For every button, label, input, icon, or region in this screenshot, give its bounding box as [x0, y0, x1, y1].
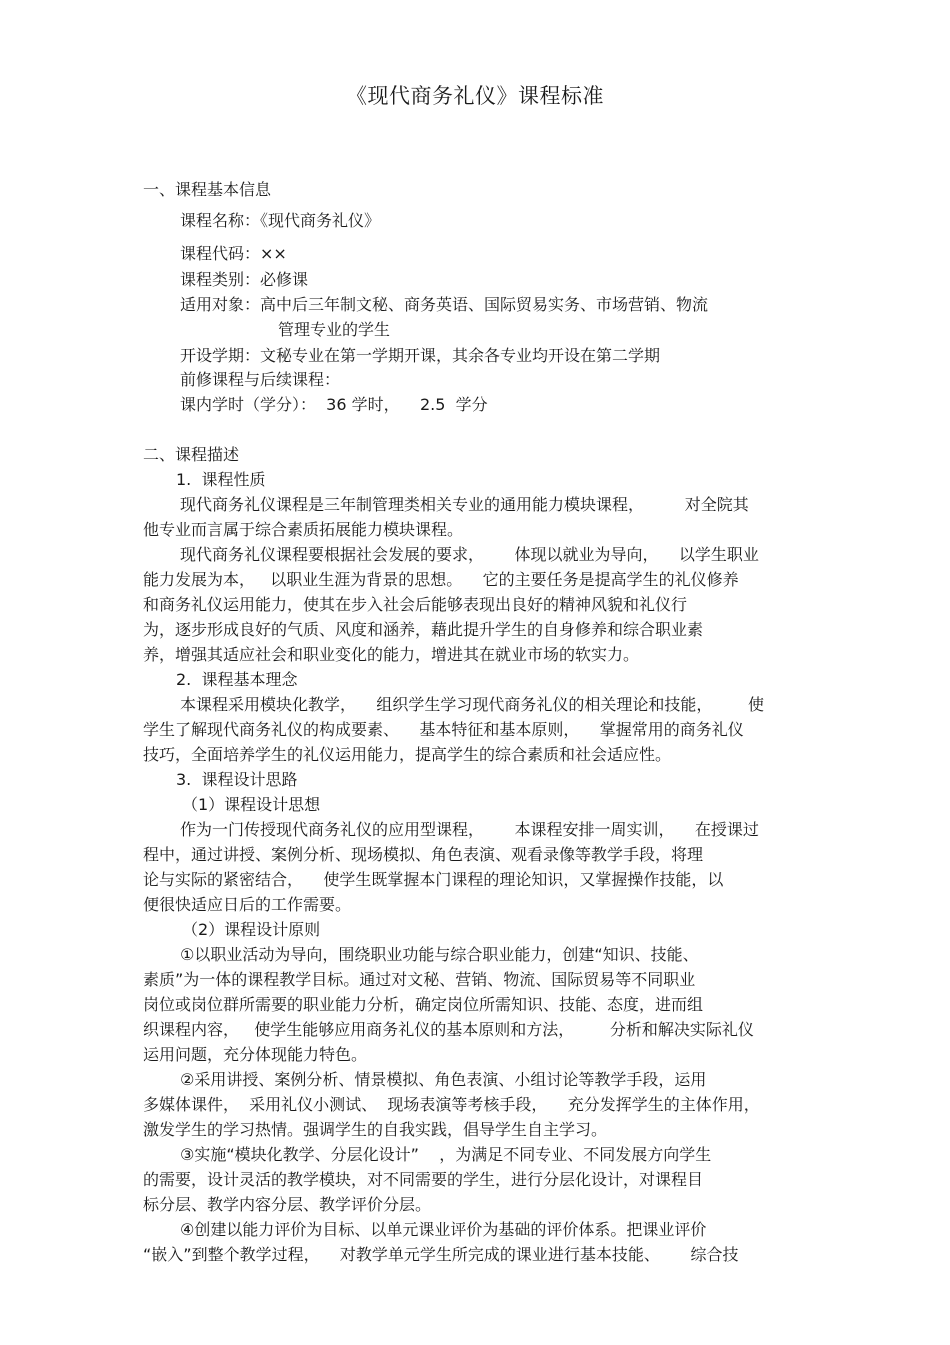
- course-code: 课程代码：××: [180, 244, 287, 263]
- paragraph-line: 现代商务礼仪课程要根据社会发展的要求， 体现以就业为导向， 以学生职业: [180, 545, 759, 564]
- paragraph-line: 作为一门传授现代商务礼仪的应用型课程， 本课程安排一周实训， 在授课过: [180, 820, 759, 839]
- paragraph-line: 和商务礼仪运用能力，使其在步入社会后能够表现出良好的精神风貌和礼仪行: [143, 595, 688, 614]
- paragraph-line: ①以职业活动为导向，围绕职业功能与综合职业能力，创建“知识、技能、: [180, 945, 699, 964]
- paragraph-line: 养，增强其适应社会和职业变化的能力，增进其在就业市场的软实力。: [143, 645, 640, 664]
- paragraph-line: ②采用讲授、案例分析、情景模拟、角色表演、小组讨论等教学手段，运用: [180, 1070, 707, 1089]
- paragraph-line: 为，逐步形成良好的气质、风度和涵养，藉此提升学生的自身修养和综合职业素: [143, 620, 704, 639]
- paragraph-line: 运用问题，充分体现能力特色。: [143, 1045, 368, 1064]
- course-hours: 课内学时（学分）： 36 学时， 2.5 学分: [180, 395, 488, 414]
- document-title: 《现代商务礼仪》课程标准: [346, 84, 604, 108]
- paragraph-line: 岗位或岗位群所需要的职业能力分析，确定岗位所需知识、技能、态度，进而组: [143, 995, 704, 1014]
- subsection-heading: 2. 课程基本理念: [176, 670, 298, 689]
- section-heading: 一、课程基本信息: [143, 180, 272, 199]
- paragraph-line: 能力发展为本， 以职业生涯为背景的思想。 它的主要任务是提高学生的礼仪修养: [143, 570, 739, 589]
- paragraph-line: “嵌入”到整个教学过程， 对教学单元学生所完成的课业进行基本技能、 综合技: [143, 1245, 739, 1264]
- paragraph-line: 标分层、教学内容分层、教学评价分层。: [143, 1195, 432, 1214]
- course-type: 课程类别：必修课: [180, 270, 309, 289]
- course-name: 课程名称：《现代商务礼仪》: [180, 211, 381, 230]
- course-prereq: 前修课程与后续课程：: [180, 370, 341, 389]
- subsection-heading: 1. 课程性质: [176, 470, 266, 489]
- paragraph-line: 学生了解现代商务礼仪的构成要素、 基本特征和基本原则， 掌握常用的商务礼仪: [143, 720, 744, 739]
- paragraph-line: 便很快适应日后的工作需要。: [143, 895, 352, 914]
- paragraph-line: 多媒体课件， 采用礼仪小测试、 现场表演等考核手段， 充分发挥学生的主体作用，: [143, 1095, 760, 1114]
- paragraph-line: ④创建以能力评价为目标、以单元课业评价为基础的评价体系。把课业评价: [180, 1220, 707, 1239]
- subsection-heading: （2）课程设计原则: [182, 920, 321, 939]
- course-audience-cont: 管理专业的学生: [278, 320, 391, 339]
- paragraph-line: 激发学生的学习热情。强调学生的自我实践，倡导学生自主学习。: [143, 1120, 608, 1139]
- subsection-heading: （1）课程设计思想: [182, 795, 321, 814]
- paragraph-line: 本课程采用模块化教学， 组织学生学习现代商务礼仪的相关理论和技能， 使: [180, 695, 764, 714]
- paragraph-line: ③实施“模块化教学、分层化设计” ，为满足不同专业、不同发展方向学生: [180, 1145, 712, 1164]
- paragraph-line: 他专业而言属于综合素质拓展能力模块课程。: [143, 520, 464, 539]
- paragraph-line: 论与实际的紧密结合， 使学生既掌握本门课程的理论知识，又掌握操作技能，以: [143, 870, 724, 889]
- paragraph-line: 织课程内容， 使学生能够应用商务礼仪的基本原则和方法， 分析和解决实际礼仪: [143, 1020, 754, 1039]
- paragraph-line: 程中，通过讲授、案例分析、现场模拟、角色表演、观看录像等教学手段，将理: [143, 845, 704, 864]
- subsection-heading: 3. 课程设计思路: [176, 770, 298, 789]
- paragraph-line: 的需要，设计灵活的教学模块，对不同需要的学生，进行分层化设计，对课程目: [143, 1170, 704, 1189]
- paragraph-line: 现代商务礼仪课程是三年制管理类相关专业的通用能力模块课程， 对全院其: [180, 495, 749, 514]
- course-semester: 开设学期：文秘专业在第一学期开课，其余各专业均开设在第二学期: [180, 346, 661, 365]
- course-audience: 适用对象：高中后三年制文秘、商务英语、国际贸易实务、市场营销、物流: [180, 295, 709, 314]
- paragraph-line: 素质”为一体的课程教学目标。通过对文秘、营销、物流、国际贸易等不同职业: [143, 970, 696, 989]
- section-heading: 二、课程描述: [143, 445, 240, 464]
- paragraph-line: 技巧，全面培养学生的礼仪运用能力，提高学生的综合素质和社会适应性。: [143, 745, 672, 764]
